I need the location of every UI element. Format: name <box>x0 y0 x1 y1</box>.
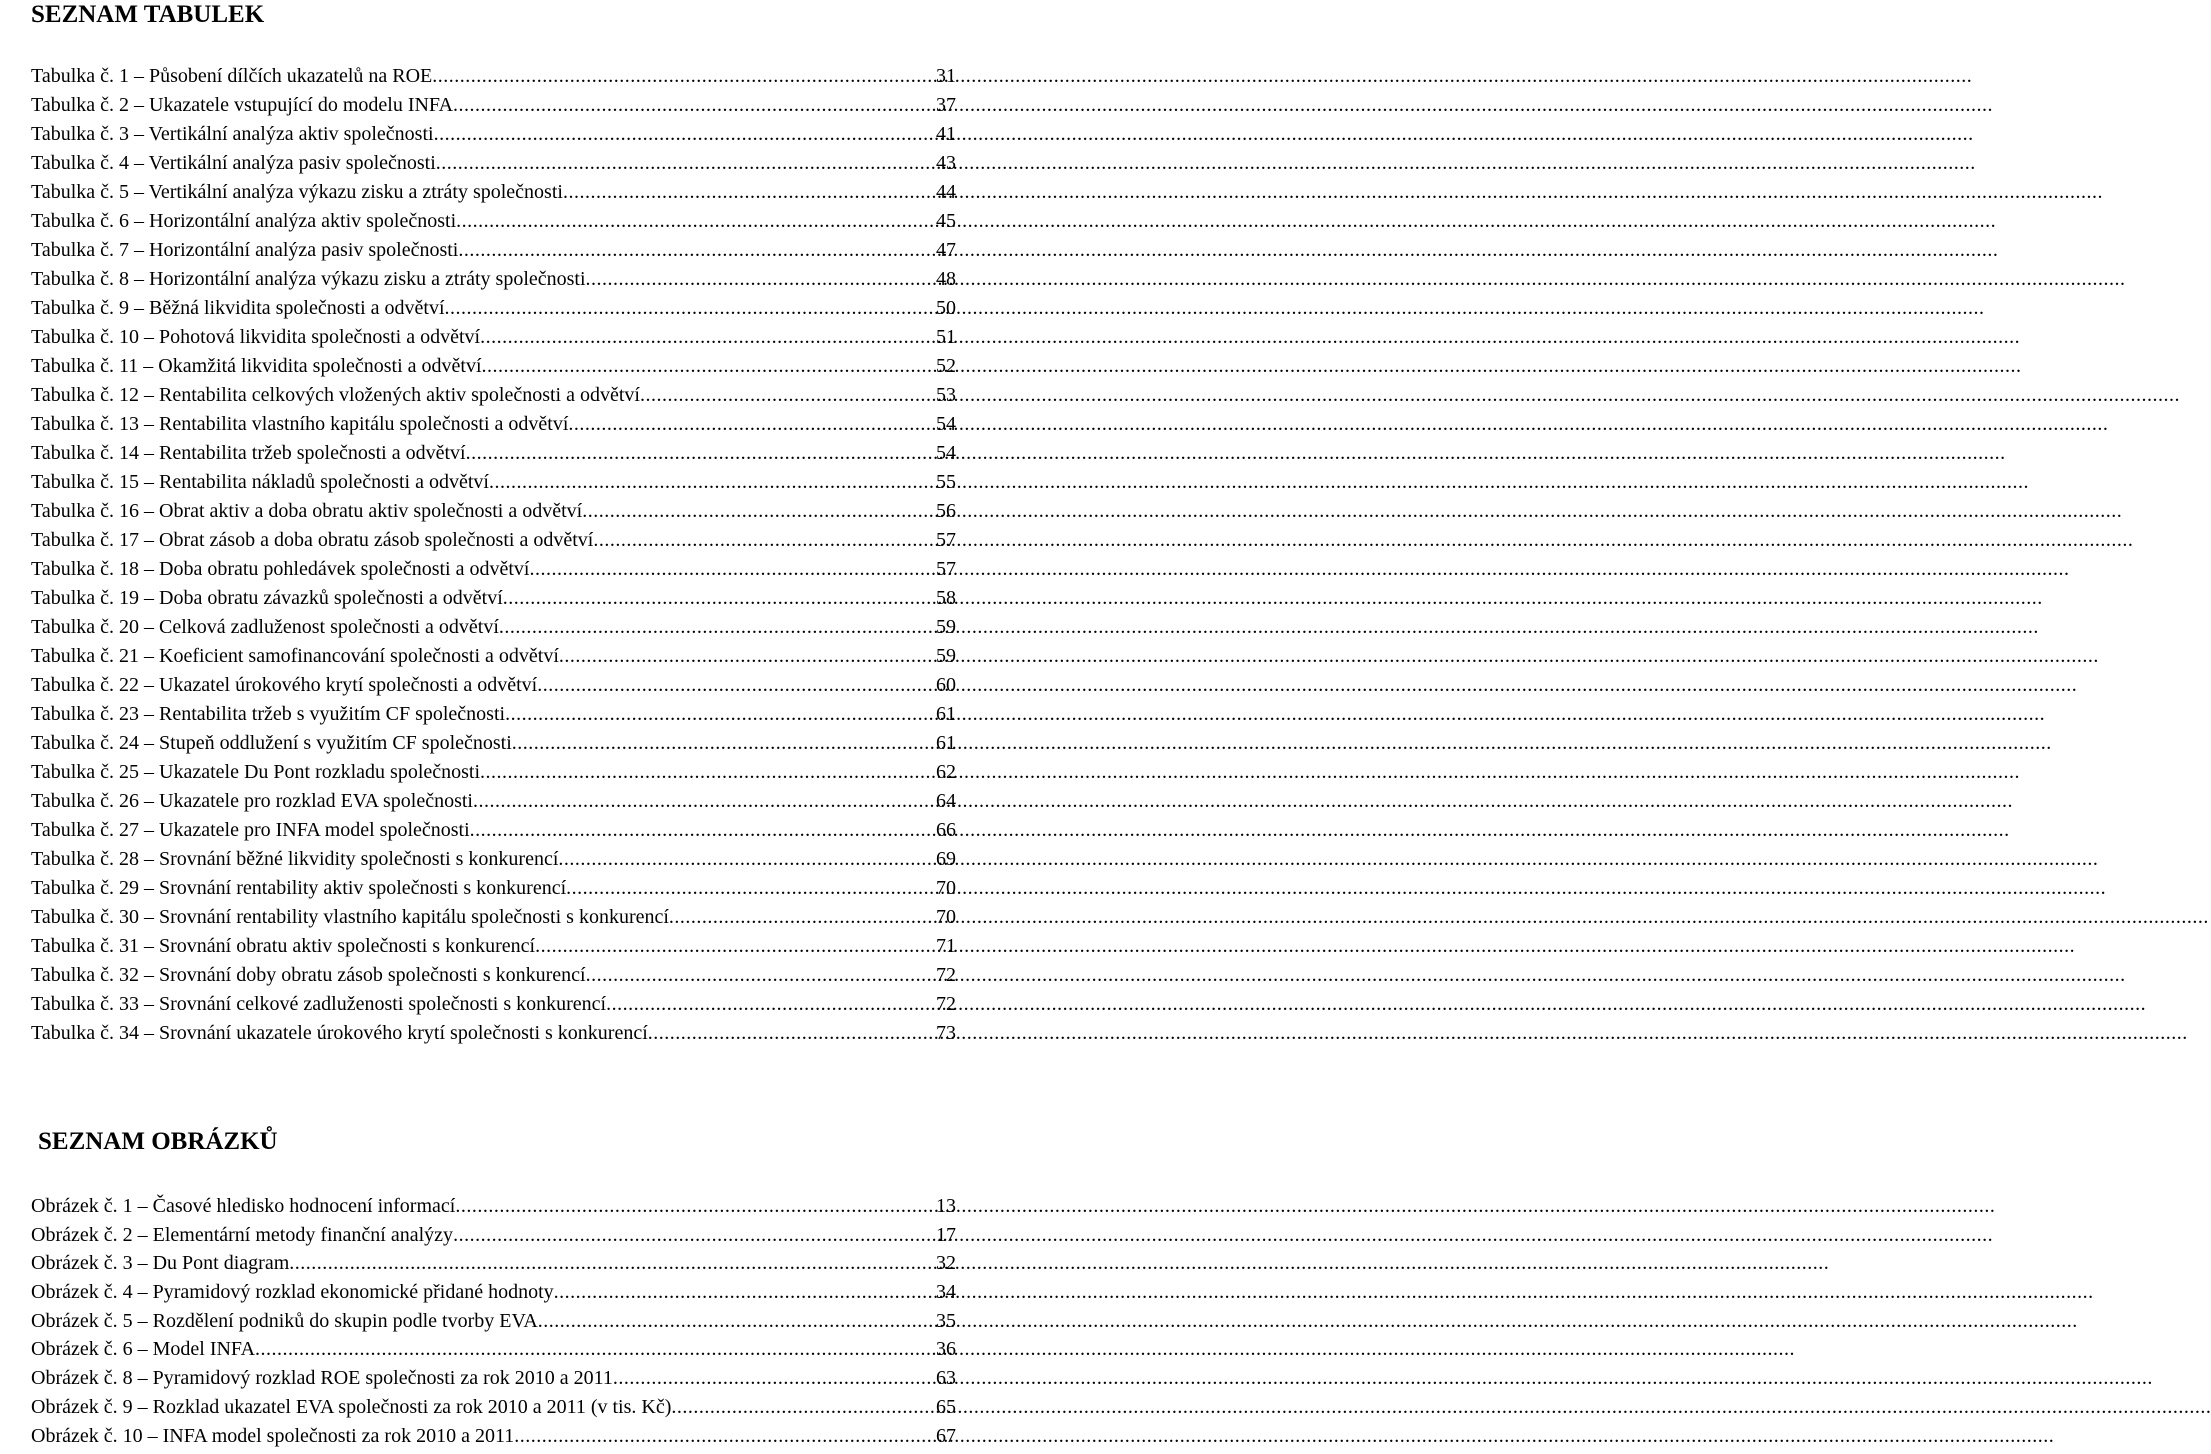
table-entry-page-number: 48 <box>936 268 956 290</box>
table-entry-page-number: 54 <box>936 413 956 435</box>
table-entry-title: Tabulka č. 32 – Srovnání doby obratu zásob společnosti s konkurencí <box>31 964 586 986</box>
dot-leader <box>436 149 935 178</box>
table-entry-title: Tabulka č. 23 – Rentabilita tržeb s využitím CF společnosti <box>31 703 506 725</box>
table-entry[interactable] <box>31 236 956 265</box>
figure-entry-title: Obrázek č. 2 – Elementární metody finanční analýzy <box>31 1223 454 1246</box>
dot-leader <box>640 381 935 410</box>
table-entry-page-number: 70 <box>936 906 956 928</box>
dot-leader <box>445 294 936 323</box>
table-entry[interactable] <box>31 265 956 294</box>
table-entry-page-number: 51 <box>936 326 956 348</box>
table-entry[interactable] <box>31 323 956 352</box>
dot-leader <box>456 207 935 236</box>
table-entry[interactable] <box>31 990 956 1019</box>
dot-leader <box>568 410 935 439</box>
dot-leader <box>255 1335 935 1364</box>
figure-entry-page-number: 17 <box>936 1223 956 1246</box>
table-entry-page-number: 72 <box>936 993 956 1015</box>
figure-entry[interactable] <box>31 1364 956 1393</box>
figure-entry-page-number: 35 <box>936 1309 956 1332</box>
figure-entry[interactable] <box>31 1335 956 1364</box>
table-entry[interactable] <box>31 1019 956 1048</box>
figure-entry-title: Obrázek č. 10 – INFA model společnosti za rok 2010 a 2011 <box>31 1424 515 1447</box>
dot-leader <box>434 120 935 149</box>
table-entry-title: Tabulka č. 22 – Ukazatel úrokového krytí společnosti a odvětví <box>31 674 538 696</box>
table-entry[interactable] <box>31 439 956 468</box>
table-entry-title: Tabulka č. 33 – Srovnání celkové zadluženosti společnosti s konkurencí <box>31 993 607 1015</box>
table-entry[interactable] <box>31 642 956 671</box>
table-entry[interactable] <box>31 207 956 236</box>
dot-leader <box>480 323 935 352</box>
table-entry-title: Tabulka č. 31 – Srovnání obratu aktiv společnosti s konkurencí <box>31 935 536 957</box>
figures-list <box>31 1192 956 1450</box>
dot-leader <box>470 816 935 845</box>
table-entry-page-number: 41 <box>936 123 956 145</box>
table-entry-page-number: 73 <box>936 1022 956 1044</box>
dot-leader <box>593 526 935 555</box>
table-entry-page-number: 59 <box>936 616 956 638</box>
dot-leader <box>514 1422 935 1451</box>
dot-leader <box>671 1393 935 1422</box>
table-entry-title: Tabulka č. 7 – Horizontální analýza pasiv společnosti <box>31 239 459 261</box>
table-entry[interactable] <box>31 91 956 120</box>
dot-leader <box>466 439 935 468</box>
figure-entry-page-number: 36 <box>936 1338 956 1361</box>
table-entry[interactable] <box>31 62 956 91</box>
table-entry-page-number: 72 <box>936 964 956 986</box>
table-entry-title: Tabulka č. 24 – Stupeň oddlužení s využitím CF společnosti <box>31 732 512 754</box>
dot-leader <box>505 700 935 729</box>
dot-leader <box>606 990 935 1019</box>
table-entry-title: Tabulka č. 13 – Rentabilita vlastního kapitálu společnosti a odvětví <box>31 413 569 435</box>
table-entry[interactable] <box>31 381 956 410</box>
figure-entry[interactable] <box>31 1192 956 1221</box>
dot-leader <box>499 613 935 642</box>
figure-entry-page-number: 32 <box>936 1252 956 1275</box>
table-entry-page-number: 43 <box>936 152 956 174</box>
table-entry-title: Tabulka č. 15 – Rentabilita nákladů společnosti a odvětví <box>31 471 489 493</box>
table-entry-page-number: 61 <box>936 732 956 754</box>
figure-entry-title: Obrázek č. 4 – Pyramidový rozklad ekonomické přidané hodnoty <box>31 1281 554 1304</box>
dot-leader <box>480 758 935 787</box>
table-entry[interactable] <box>31 787 956 816</box>
dot-leader <box>482 352 935 381</box>
table-entry-page-number: 31 <box>936 65 956 87</box>
table-entry-page-number: 70 <box>936 877 956 899</box>
dot-leader <box>566 874 935 903</box>
table-entry-page-number: 62 <box>936 761 956 783</box>
table-entry[interactable] <box>31 294 956 323</box>
table-entry-page-number: 57 <box>936 529 956 551</box>
table-entry[interactable] <box>31 352 956 381</box>
table-entry[interactable] <box>31 874 956 903</box>
tables-section-title: SEZNAM TABULEK <box>31 1 265 28</box>
dot-leader <box>669 903 935 932</box>
dot-leader <box>535 932 935 961</box>
table-entry-page-number: 64 <box>936 790 956 812</box>
dot-leader <box>558 845 935 874</box>
table-entry[interactable] <box>31 729 956 758</box>
table-entry-title: Tabulka č. 2 – Ukazatele vstupující do modelu INFA <box>31 94 454 116</box>
table-entry-page-number: 61 <box>936 703 956 725</box>
figure-entry-title: Obrázek č. 5 – Rozdělení podniků do skupin podle tvorby EVA <box>31 1309 538 1332</box>
table-entry-page-number: 47 <box>936 239 956 261</box>
table-entry-page-number: 52 <box>936 355 956 377</box>
table-entry-title: Tabulka č. 28 – Srovnání běžné likvidity společnosti s konkurencí <box>31 848 559 870</box>
table-entry-page-number: 58 <box>936 587 956 609</box>
table-entry-page-number: 45 <box>936 210 956 232</box>
figure-entry-page-number: 13 <box>936 1195 956 1217</box>
table-entry[interactable] <box>31 468 956 497</box>
table-entry-page-number: 55 <box>936 471 956 493</box>
table-entry-page-number: 60 <box>936 674 956 696</box>
table-entry-title: Tabulka č. 17 – Obrat zásob a doba obratu zásob společnosti a odvětví <box>31 529 594 551</box>
figure-entry-title: Obrázek č. 1 – Časové hledisko hodnocení informací <box>31 1195 456 1217</box>
table-entry-title: Tabulka č. 1 – Působení dílčích ukazatelů na ROE <box>31 65 433 87</box>
table-entry-title: Tabulka č. 26 – Ukazatele pro rozklad EVA společnosti <box>31 790 473 812</box>
table-entry-page-number: 71 <box>936 935 956 957</box>
figure-entry[interactable] <box>31 1393 956 1422</box>
table-entry[interactable] <box>31 816 956 845</box>
table-entry-page-number: 44 <box>936 181 956 203</box>
table-entry-title: Tabulka č. 10 – Pohotová likvidita společnosti a odvětví <box>31 326 481 348</box>
table-entry-title: Tabulka č. 9 – Běžná likvidita společnosti a odvětví <box>31 297 445 319</box>
table-entry-title: Tabulka č. 25 – Ukazatele Du Pont rozkladu společnosti <box>31 761 481 783</box>
dot-leader <box>503 584 935 613</box>
table-entry-page-number: 56 <box>936 500 956 522</box>
dot-leader <box>458 236 935 265</box>
table-entry-title: Tabulka č. 3 – Vertikální analýza aktiv společnosti <box>31 123 434 145</box>
dot-leader <box>473 787 935 816</box>
dot-leader <box>453 91 935 120</box>
dot-leader <box>586 265 935 294</box>
table-entry-page-number: 50 <box>936 297 956 319</box>
table-entry[interactable] <box>31 671 956 700</box>
table-entry-title: Tabulka č. 6 – Horizontální analýza aktiv společnosti <box>31 210 457 232</box>
table-entry-page-number: 57 <box>936 558 956 580</box>
table-entry-title: Tabulka č. 11 – Okamžitá likvidita společnosti a odvětví <box>31 355 482 377</box>
figure-entry[interactable] <box>31 1249 956 1278</box>
table-entry[interactable] <box>31 845 956 874</box>
table-entry[interactable] <box>31 497 956 526</box>
table-entry-title: Tabulka č. 8 – Horizontální analýza výkazu zisku a ztráty společnosti <box>31 268 586 290</box>
table-entry-title: Tabulka č. 30 – Srovnání rentability vlastního kapitálu společnosti s konkurencí <box>31 906 669 928</box>
table-entry[interactable] <box>31 613 956 642</box>
table-entry[interactable] <box>31 526 956 555</box>
figure-entry-page-number: 63 <box>936 1367 956 1390</box>
table-entry-title: Tabulka č. 16 – Obrat aktiv a doba obratu aktiv společnosti a odvětví <box>31 500 583 522</box>
dot-leader <box>559 642 935 671</box>
figure-entry-page-number: 34 <box>936 1281 956 1304</box>
dot-leader <box>512 729 935 758</box>
table-entry-page-number: 54 <box>936 442 956 464</box>
dot-leader <box>563 178 935 207</box>
figure-entry-title: Obrázek č. 3 – Du Pont diagram <box>31 1252 290 1275</box>
table-entry[interactable] <box>31 700 956 729</box>
tables-list <box>31 62 956 1048</box>
table-entry-title: Tabulka č. 19 – Doba obratu závazků společnosti a odvětví <box>31 587 503 609</box>
table-entry[interactable] <box>31 178 956 207</box>
table-entry[interactable] <box>31 932 956 961</box>
table-entry[interactable] <box>31 961 956 990</box>
table-entry[interactable] <box>31 584 956 613</box>
table-entry-page-number: 37 <box>936 94 956 116</box>
table-entry[interactable] <box>31 410 956 439</box>
table-entry-title: Tabulka č. 34 – Srovnání ukazatele úrokového krytí společnosti s konkurencí <box>31 1022 648 1044</box>
figure-entry[interactable] <box>31 1307 956 1336</box>
table-entry[interactable] <box>31 555 956 584</box>
table-entry-title: Tabulka č. 21 – Koeficient samofinancování společnosti a odvětví <box>31 645 559 667</box>
table-entry-title: Tabulka č. 27 – Ukazatele pro INFA model společnosti <box>31 819 470 841</box>
table-entry[interactable] <box>31 758 956 787</box>
figure-entry-title: Obrázek č. 6 – Model INFA <box>31 1338 256 1361</box>
figure-entry-title: Obrázek č. 9 – Rozklad ukazatel EVA společnosti za rok 2010 a 2011 (v tis. Kč) <box>31 1395 672 1418</box>
dot-leader <box>489 468 935 497</box>
figure-entry-page-number: 67 <box>936 1424 956 1447</box>
table-entry-page-number: 69 <box>936 848 956 870</box>
dot-leader <box>537 671 935 700</box>
table-entry[interactable] <box>31 149 956 178</box>
table-entry-title: Tabulka č. 18 – Doba obratu pohledávek společnosti a odvětví <box>31 558 530 580</box>
dot-leader <box>529 555 935 584</box>
figures-section-title: SEZNAM OBRÁZKŮ <box>38 1128 278 1155</box>
table-entry-page-number: 66 <box>936 819 956 841</box>
dot-leader <box>432 62 935 91</box>
dot-leader <box>289 1249 935 1278</box>
dot-leader <box>613 1364 935 1393</box>
dot-leader <box>586 961 935 990</box>
table-entry-page-number: 53 <box>936 384 956 406</box>
table-entry-title: Tabulka č. 4 – Vertikální analýza pasiv společnosti <box>31 152 436 174</box>
dot-leader <box>582 497 935 526</box>
table-entry[interactable] <box>31 120 956 149</box>
figure-entry[interactable] <box>31 1422 956 1451</box>
table-entry-title: Tabulka č. 20 – Celková zadluženost společnosti a odvětví <box>31 616 499 638</box>
figure-entry-page-number: 65 <box>936 1395 956 1418</box>
table-entry-title: Tabulka č. 29 – Srovnání rentability aktiv společnosti s konkurencí <box>31 877 567 899</box>
table-entry-title: Tabulka č. 12 – Rentabilita celkových vložených aktiv společnosti a odvětví <box>31 384 640 406</box>
table-entry-page-number: 59 <box>936 645 956 667</box>
figure-entry[interactable] <box>31 1278 956 1307</box>
dot-leader <box>453 1221 935 1250</box>
dot-leader <box>554 1278 935 1307</box>
dot-leader <box>648 1019 935 1048</box>
figure-entry-title: Obrázek č. 8 – Pyramidový rozklad ROE společnosti za rok 2010 a 2011 <box>31 1367 613 1390</box>
dot-leader <box>538 1307 935 1336</box>
table-entry-title: Tabulka č. 14 – Rentabilita tržeb společnosti a odvětví <box>31 442 466 464</box>
table-entry[interactable] <box>31 903 956 932</box>
dot-leader <box>455 1192 935 1221</box>
figure-entry[interactable] <box>31 1221 956 1250</box>
table-entry-title: Tabulka č. 5 – Vertikální analýza výkazu zisku a ztráty společnosti <box>31 181 563 203</box>
